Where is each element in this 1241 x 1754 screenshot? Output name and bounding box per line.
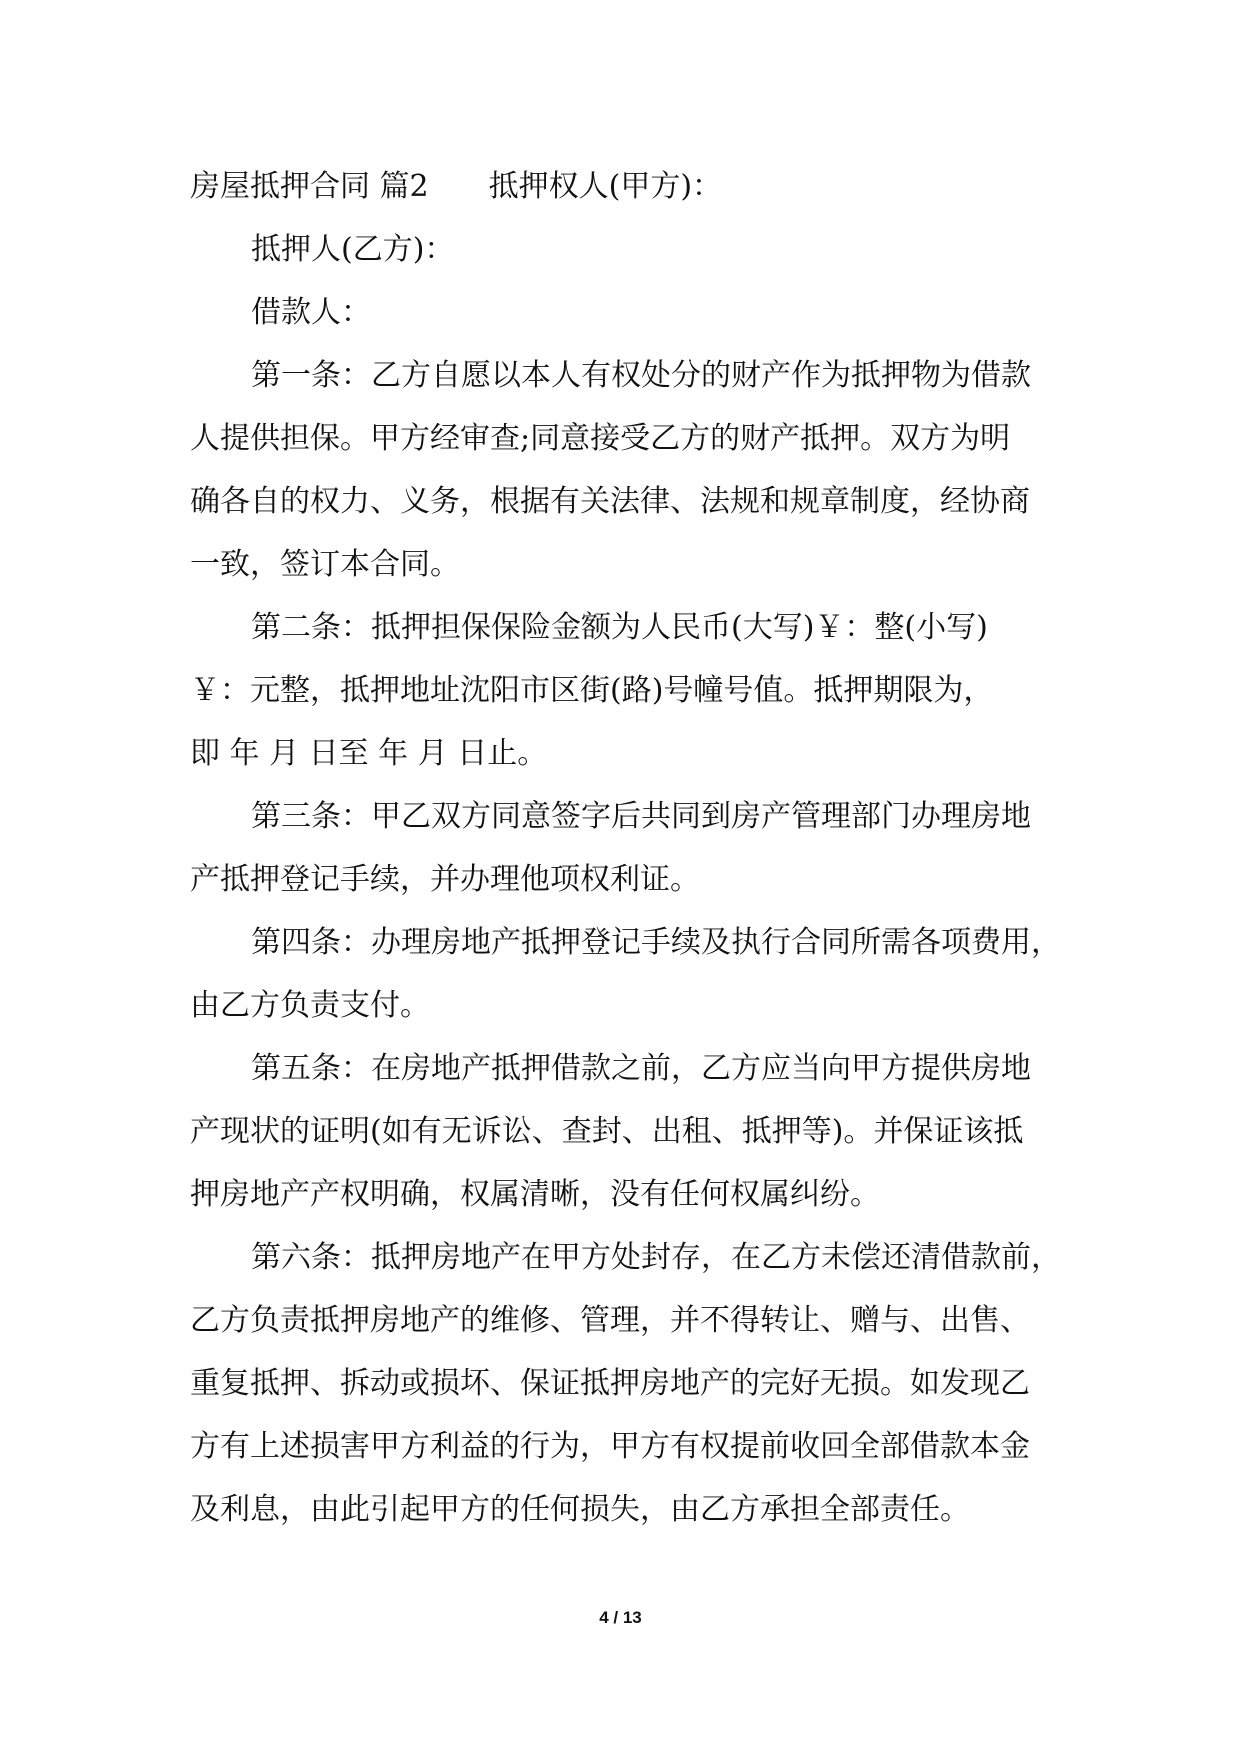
article-2-line-2: ￥：元整，抵押地址沈阳市区街(路)号幢号值。抵押期限为， xyxy=(190,673,994,708)
article-2-line-3: 即 年 月 日至 年 月 日止。 xyxy=(190,736,548,771)
article-6-line-5: 及利息，由此引起甲方的任何损失，由乙方承担全部责任。 xyxy=(190,1492,970,1527)
article-6-line-4: 方有上述损害甲方利益的行为，甲方有权提前收回全部借款本金 xyxy=(190,1429,1030,1464)
article-5-line-2: 产现状的证明(如有无诉讼、查封、出租、抵押等)。并保证该抵 xyxy=(190,1114,1024,1149)
mortgagee-label: 抵押权人(甲方)： xyxy=(488,169,723,204)
article-6-line-3: 重复抵押、拆动或损坏、保证抵押房地产的完好无损。如发现乙 xyxy=(190,1366,1030,1401)
article-5-line-3: 押房地产产权明确，权属清晰，没有任何权属纠纷。 xyxy=(190,1177,880,1212)
first-line xyxy=(190,155,1060,218)
article-6-line-1: 第六条：抵押房地产在甲方处封存，在乙方未偿还清借款前， xyxy=(251,1240,1061,1275)
article-4-line-2: 由乙方负责支付。 xyxy=(190,988,430,1023)
article-1-line-4: 一致，签订本合同。 xyxy=(190,547,460,582)
article-3-line-1: 第三条：甲乙双方同意签字后共同到房产管理部门办理房地 xyxy=(251,799,1031,834)
document-title: 房屋抵押合同 篇2 xyxy=(190,169,429,204)
contract-body xyxy=(190,155,1060,1541)
mortgagor-label: 抵押人(乙方)： xyxy=(251,232,455,267)
article-6-line-2: 乙方负责抵押房地产的维修、管理，并不得转让、赠与、出售、 xyxy=(190,1303,1030,1338)
article-1-line-3: 确各自的权力、义务，根据有关法律、法规和规章制度，经协商 xyxy=(190,484,1030,519)
borrower-label: 借款人： xyxy=(251,295,371,330)
article-5-line-1: 第五条：在房地产抵押借款之前，乙方应当向甲方提供房地 xyxy=(251,1051,1031,1086)
article-2-line-1: 第二条：抵押担保保险金额为人民币(大写)￥：整(小写) xyxy=(251,610,988,645)
page-number: 4 / 13 xyxy=(599,1608,642,1627)
article-3-line-2: 产抵押登记手续，并办理他项权利证。 xyxy=(190,862,700,897)
article-1-line-1: 第一条：乙方自愿以本人有权处分的财产作为抵押物为借款 xyxy=(251,358,1031,393)
article-1-line-2: 人提供担保。甲方经审查;同意接受乙方的财产抵押。双方为明 xyxy=(190,421,1011,456)
article-4-line-1: 第四条：办理房地产抵押登记手续及执行合同所需各项费用， xyxy=(251,925,1061,960)
